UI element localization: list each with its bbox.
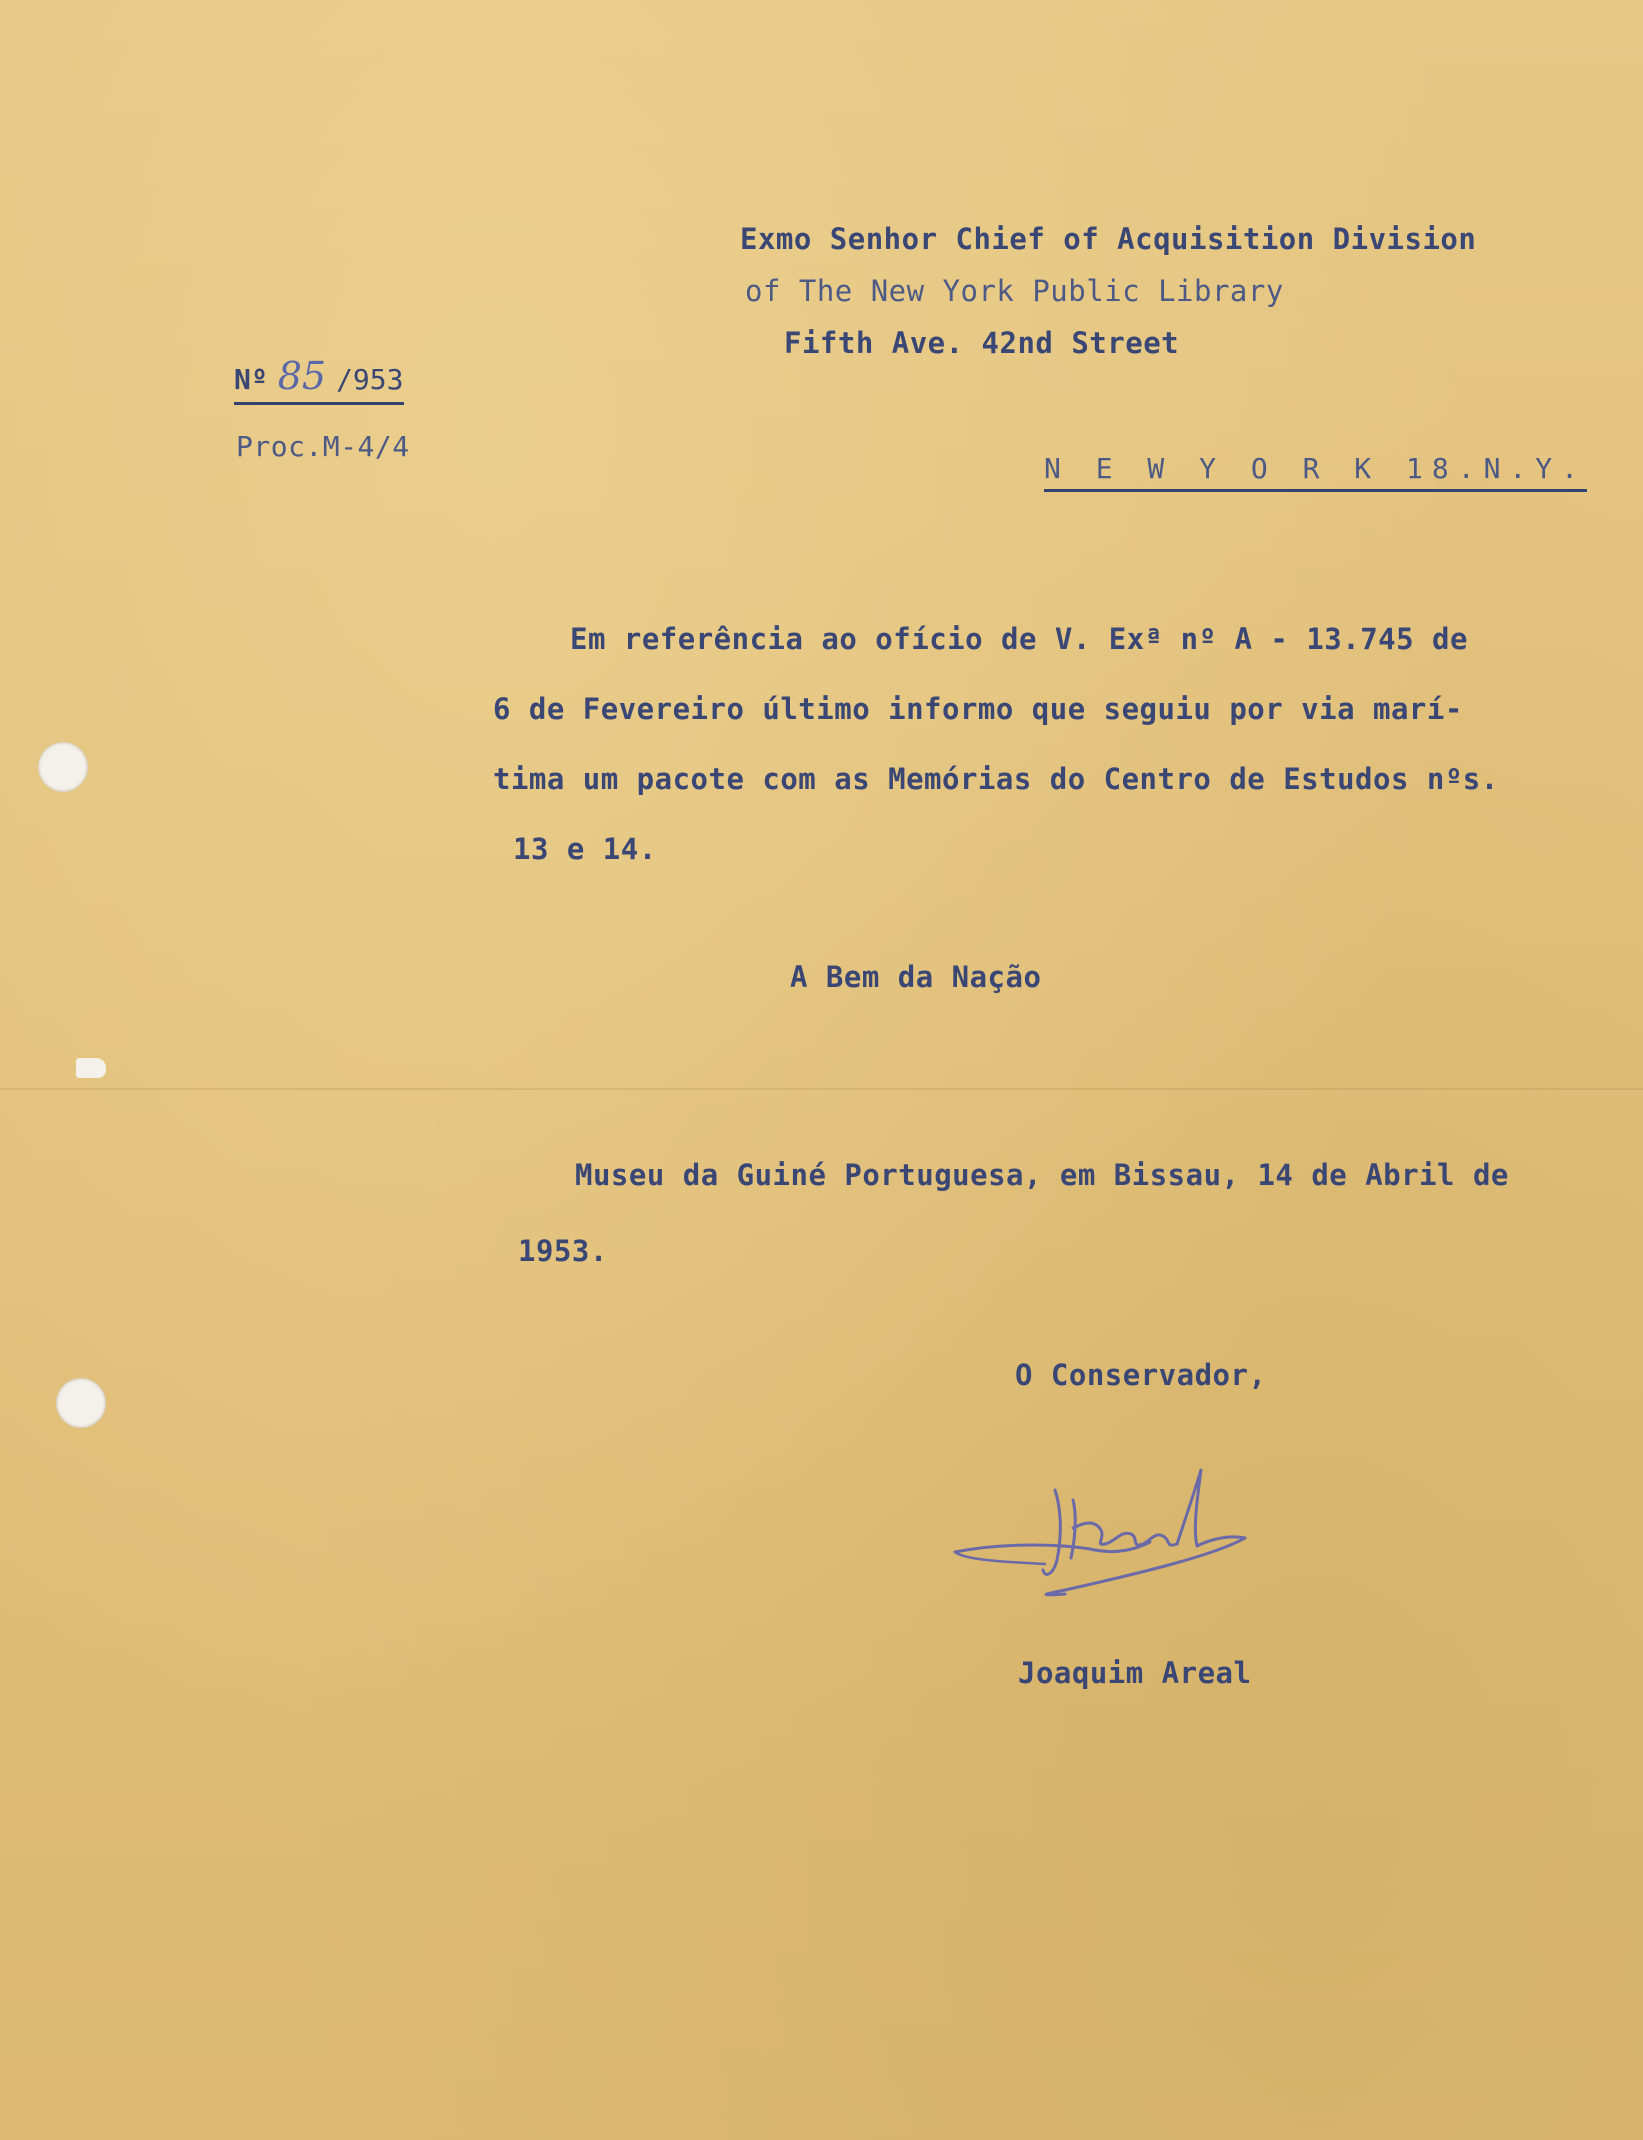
reference-year: /953 — [336, 363, 404, 396]
punch-hole — [56, 1378, 106, 1428]
recipient-city: N E W Y O R K 18.N.Y. — [1044, 452, 1587, 492]
body-line-2: 6 de Fevereiro último informo que seguiu por via marí- — [493, 692, 1463, 726]
signatory-title: O Conservador, — [1015, 1358, 1267, 1392]
handwritten-signature — [945, 1460, 1295, 1610]
reference-number — [234, 354, 404, 405]
reference-prefix: Nº — [234, 363, 268, 396]
paper-fold — [0, 1088, 1643, 1090]
reference-handwritten-number: 85 — [277, 354, 327, 398]
recipient-line-3: Fifth Ave. 42nd Street — [784, 326, 1180, 360]
place-date-line-2: 1953. — [518, 1234, 608, 1268]
signatory-name: Joaquim Areal — [1018, 1656, 1252, 1690]
punch-hole — [38, 742, 88, 792]
body-line-1: Em referência ao ofício de V. Exª nº A - 13.745 de — [570, 622, 1468, 656]
body-line-4: 13 e 14. — [513, 832, 657, 866]
place-date-line-1: Museu da Guiné Portuguesa, em Bissau, 14 de Abril de — [575, 1158, 1509, 1192]
body-line-3: tima um pacote com as Memórias do Centro de Estudos nºs. — [493, 762, 1499, 796]
paper-tear — [76, 1058, 106, 1078]
salutation: A Bem da Nação — [790, 960, 1042, 994]
recipient-line-1: Exmo Senhor Chief of Acquisition Division — [740, 222, 1477, 256]
process-number: Proc.M-4/4 — [236, 430, 410, 463]
recipient-line-2: of The New York Public Library — [745, 274, 1284, 308]
